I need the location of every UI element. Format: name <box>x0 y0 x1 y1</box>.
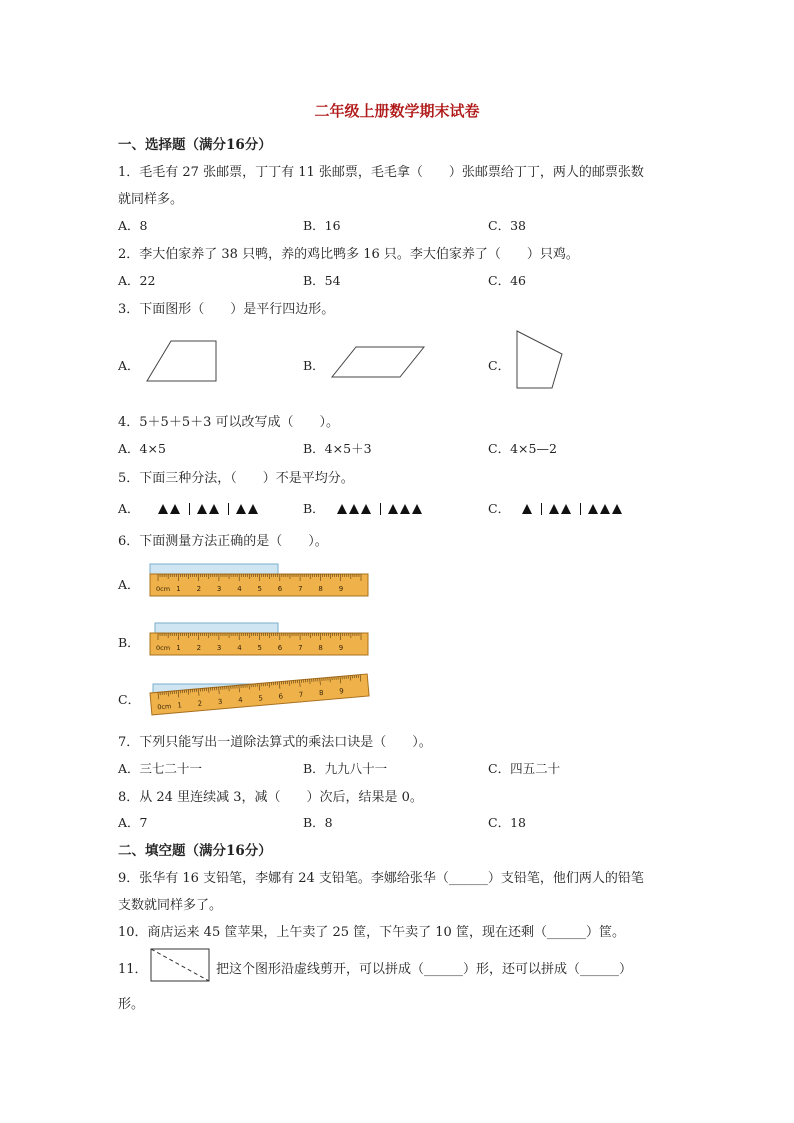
ruler-number: 1 <box>176 644 181 652</box>
ruler-number: 5 <box>257 585 262 593</box>
question-1-cont: 就同样多。 <box>118 192 184 207</box>
parallelogram-shape <box>326 340 431 385</box>
ruler-number: 9 <box>338 687 345 696</box>
ruler-number: 8 <box>318 644 323 652</box>
ruler-number: 2 <box>196 585 202 593</box>
ruler-number: 1 <box>177 701 183 710</box>
q6-option-a[interactable]: A． <box>118 577 140 592</box>
section-heading-fill: 二、填空题（满分16分） <box>118 843 272 859</box>
trapezoid-shape <box>140 335 230 390</box>
q3-option-c[interactable]: C． <box>488 358 511 373</box>
q4-option-c[interactable]: C．4×5—2 <box>488 441 557 456</box>
q5-option-a-label: A． <box>118 501 140 516</box>
question-3: 3．下面图形（ ）是平行四边形。 <box>118 302 335 317</box>
question-9: 9．张华有 16 支铅笔，李娜有 24 支铅笔。李娜给张华（______）支铅笔，他们两人的铅笔 <box>118 871 644 886</box>
page-title: 二年级上册数学期末试卷 <box>314 102 480 120</box>
question-5: 5．下面三种分法，（ ）不是平均分。 <box>118 471 354 486</box>
ruler-number: 7 <box>298 644 303 652</box>
q8-option-b[interactable]: B．8 <box>303 815 333 830</box>
question-4: 4．5＋5＋5＋3 可以改写成（ ）。 <box>118 415 339 430</box>
ruler-number: 3 <box>217 697 223 707</box>
quadrilateral-shape <box>510 326 570 394</box>
ruler-number: 8 <box>318 688 324 698</box>
ruler-number: 6 <box>277 585 283 593</box>
question-11-number: 11． <box>118 962 148 977</box>
ruler-number: 8 <box>318 585 323 593</box>
q3-option-a[interactable]: A． <box>118 358 140 373</box>
q1-option-c[interactable]: C．38 <box>488 218 526 233</box>
ruler-figure-a <box>145 560 375 605</box>
ruler-c <box>150 674 369 715</box>
triangle-groups-a <box>158 501 260 516</box>
q4-option-a[interactable]: A．4×5 <box>118 441 166 456</box>
ruler-number: 1 <box>176 585 181 593</box>
q2-option-c[interactable]: C．46 <box>488 273 526 288</box>
ruler-unit-label: 0cm <box>156 702 172 712</box>
cut-rectangle-figure <box>148 946 214 984</box>
q6-option-c[interactable]: C． <box>118 692 141 707</box>
ruler-number: 6 <box>278 692 284 701</box>
ruler-number: 3 <box>216 644 222 652</box>
ruler-b <box>150 633 368 655</box>
q2-option-a[interactable]: A．22 <box>118 273 156 288</box>
q1-option-a[interactable]: A．8 <box>118 218 148 233</box>
q6-option-b[interactable]: B． <box>118 635 140 650</box>
q7-option-a[interactable]: A．三七二十一 <box>118 761 203 776</box>
ruler-a <box>150 574 368 596</box>
q5-option-c-label: C． <box>488 501 511 516</box>
q1-option-b[interactable]: B．16 <box>303 218 341 233</box>
q7-option-b[interactable]: B．九九八十一 <box>303 761 388 776</box>
q8-option-c[interactable]: C．18 <box>488 815 526 830</box>
ruler-figure-c <box>145 672 375 722</box>
question-10: 10．商店运来 45 筐苹果，上午卖了 25 筐，下午卖了 10 筐，现在还剩（______）筐。 <box>118 925 625 940</box>
ruler-unit-label: 0cm <box>156 644 171 652</box>
ruler-number: 9 <box>338 585 344 593</box>
ruler-number: 2 <box>196 644 202 652</box>
question-6: 6．下面测量方法正确的是（ ）。 <box>118 534 328 549</box>
ruler-number: 7 <box>298 690 304 700</box>
q8-option-a[interactable]: A．7 <box>118 815 148 830</box>
ruler-number: 4 <box>237 644 242 652</box>
q2-option-b[interactable]: B．54 <box>303 273 341 288</box>
ruler-number: 9 <box>338 644 344 652</box>
ruler-number: 3 <box>216 585 222 593</box>
triangle-groups-b <box>337 501 424 516</box>
question-1: 1．毛毛有 27 张邮票，丁丁有 11 张邮票，毛毛拿（ ）张邮票给丁丁，两人的邮票张数 <box>118 165 644 180</box>
ruler-number: 7 <box>298 585 303 593</box>
q4-option-b[interactable]: B．4×5＋3 <box>303 441 372 456</box>
q3-option-b[interactable]: B． <box>303 358 325 373</box>
question-7: 7．下列只能写出一道除法算式的乘法口诀是（ ）。 <box>118 735 432 750</box>
ruler-number: 4 <box>237 585 242 593</box>
q5-option-c[interactable] <box>488 499 624 517</box>
ruler-figure-b <box>145 618 375 663</box>
triangle-groups-c <box>522 501 624 516</box>
ruler-unit-label: 0cm <box>156 585 171 593</box>
q5-option-b[interactable] <box>303 499 424 517</box>
ruler-number: 5 <box>258 694 264 703</box>
question-2: 2．李大伯家养了 38 只鸭，养的鸡比鸭多 16 只。李大伯家养了（ ）只鸡。 <box>118 247 579 262</box>
ruler-number: 5 <box>257 644 262 652</box>
section-heading-choice: 一、选择题（满分16分） <box>118 137 272 153</box>
question-11-cont: 形。 <box>118 997 145 1012</box>
question-11: 把这个图形沿虚线剪开，可以拼成（______）形，还可以拼成（______） <box>216 962 633 977</box>
question-9-cont: 支数就同样多了。 <box>118 898 223 913</box>
q5-option-a[interactable] <box>118 499 260 517</box>
q7-option-c[interactable]: C．四五二十 <box>488 761 561 776</box>
q5-option-b-label: B． <box>303 501 325 516</box>
ruler-number: 6 <box>277 644 283 652</box>
ruler-number: 4 <box>237 695 243 705</box>
ruler-number: 2 <box>197 699 203 708</box>
question-8: 8．从 24 里连续减 3，减（ ）次后，结果是 0。 <box>118 790 423 805</box>
